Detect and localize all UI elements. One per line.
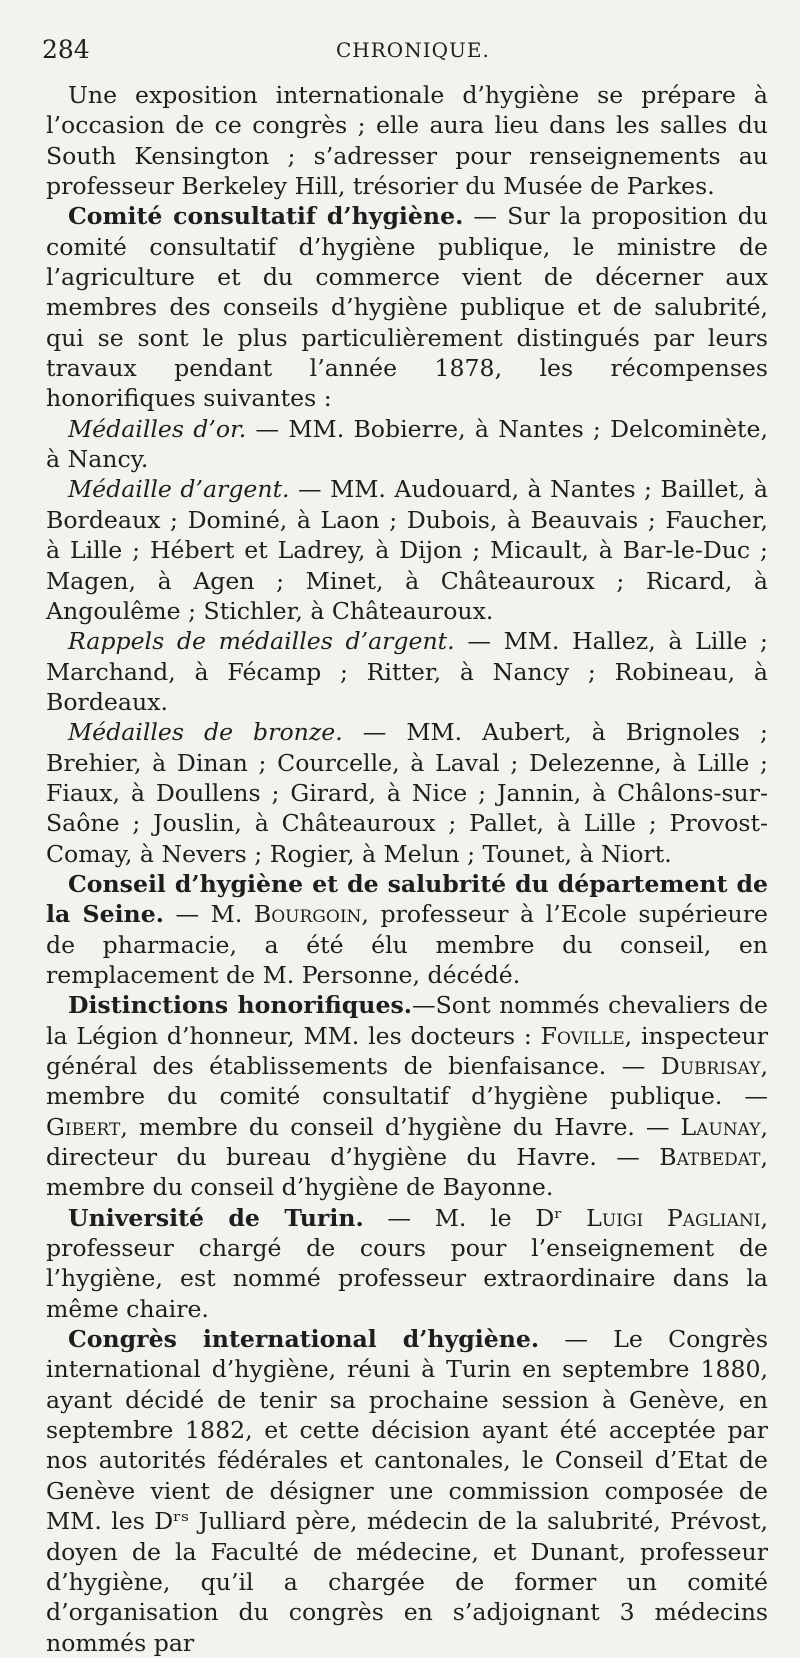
- paragraph-rappels: [46, 626, 768, 717]
- section-heading: Université de Turin.: [68, 1203, 364, 1232]
- paragraph-conseil-seine: [46, 869, 768, 990]
- section-heading: Conseil d’hygiène et de salubrité du département de la Seine.: [46, 869, 768, 929]
- paragraph-text: — MM. Aubert, à Brignoles ; Brehier, à Dinan ; Courcelle, à Laval ; Delezenne, à Lille ; Fiaux, à Doullens ; Girard, à Nice ; Jannin, à Châlons-sur-Saône ; Jouslin, à Châteauroux ; Pallet, à Lille ; Provost-Comay, à Nevers ; Rogier, à Melun ; Tounet, à Niort.: [46, 718, 768, 868]
- paragraph-comite-consultatif: [46, 201, 768, 413]
- award-label: Rappels de médailles d’argent.: [68, 627, 455, 656]
- section-heading: Comité consultatif d’hygiène.: [68, 202, 464, 231]
- person-name: Dubrisay: [660, 1052, 761, 1080]
- paragraph-medailles-or: [46, 414, 768, 475]
- person-name: Luigi Pagliani: [586, 1203, 761, 1232]
- paragraph-text: — M. le Dʳ: [363, 1203, 587, 1232]
- page: [42, 28, 769, 1657]
- paragraph-medailles-bronze: [46, 717, 768, 869]
- paragraph-text: , professeur chargé de cours pour l’enseignement de l’hygiène, est nommé professeur extraordinaire dans la même chaire.: [46, 1203, 769, 1323]
- paragraph-medaille-argent: [46, 474, 768, 626]
- person-name: Batbedat: [659, 1143, 761, 1172]
- section-heading: Congrès international d’hygiène.: [68, 1325, 540, 1354]
- paragraph-text: — MM. Bobierre, à Nantes ; Delcominète, à Nancy.: [46, 414, 769, 474]
- running-head: [42, 28, 768, 72]
- paragraph-text: — Sur la proposition du comité consultatif d’hygiène publique, le ministre de l’agriculture et du commerce vient de décerner aux membres des conseils d’hygiène publique et de salubrité, qui se sont le plus particulièrement distingués par leurs travaux pendant l’année 1878, les récompenses honorifiques suivantes :: [46, 202, 768, 413]
- person-name: Launay: [680, 1112, 761, 1141]
- person-name: Gibert: [46, 1112, 121, 1141]
- paragraph-text: —Sont nommés chevaliers de la Légion d’honneur, MM. les docteurs :: [46, 991, 768, 1050]
- award-label: Médaille d’argent.: [68, 475, 290, 504]
- paragraph-text: Une exposition internationale d’hygiène se prépare à l’occasion de ce congrès ; elle aura lieu dans les salles du South Kensington ; s’adresser pour renseignements au professeur Berkeley Hill, trésorier du Musée de Parkes.: [46, 81, 768, 201]
- paragraph-universite-turin: [46, 1203, 768, 1324]
- paragraph-text: , membre du conseil d’hygiène du Havre. —: [120, 1112, 681, 1141]
- paragraph-exposition: [46, 80, 768, 201]
- paragraph-text: — MM. Hallez, à Lille ; Marchand, à Fécamp ; Ritter, à Nancy ; Robineau, à Bordeaux.: [46, 627, 768, 716]
- paragraph-text: , membre du conseil d’hygiène de Bayonne.: [46, 1143, 768, 1202]
- award-label: Médailles de bronze.: [68, 718, 343, 747]
- paragraph-text: , directeur du bureau d’hygiène du Havre. —: [46, 1112, 768, 1172]
- section-heading: Distinctions honorifiques.: [68, 991, 412, 1020]
- running-title: CHRONIQUE.: [336, 38, 490, 62]
- paragraph-text: , membre du comité consultatif d’hygiène publique. —: [46, 1052, 768, 1111]
- body-text: [46, 80, 768, 1658]
- paragraph-distinctions: [46, 990, 768, 1202]
- person-name: Foville: [540, 1021, 625, 1050]
- paragraph-text: — Le Congrès international d’hygiène, réuni à Turin en septembre 1880, ayant décidé de tenir sa prochaine session à Genève, en septembre 1882, et cette décision ayant été acceptée par nos autorités fédérales et cantonales, le Conseil d’Etat de Genève vient de désigner une commission composée de MM. les Dʳˢ Julliard père, médecin de la salubrité, Prévost, doyen de la Faculté de médecine, et Dunant, professeur d’hygiène, qu’il a chargée de former un comité d’organisation du congrès en s’adjoignant 3 médecins nommés par: [46, 1325, 768, 1657]
- page-number: 284: [42, 35, 90, 64]
- award-label: Médailles d’or.: [68, 414, 247, 443]
- paragraph-text: , inspecteur général des établissements de bienfaisance. —: [46, 1021, 768, 1080]
- paragraph-text: , professeur à l’Ecole supérieure de pharmacie, a été élu membre du conseil, en remplacement de M. Personne, décédé.: [46, 900, 768, 989]
- paragraph-congres-international: [46, 1324, 768, 1658]
- paragraph-text: — MM. Audouard, à Nantes ; Baillet, à Bordeaux ; Dominé, à Laon ; Dubois, à Beauvais ; Faucher, à Lille ; Hébert et Ladrey, à Dijon ; Micault, à Bar-le-Duc ; Magen, à Agen ; Minet, à Châteauroux ; Ricard, à Angoulême ; Stichler, à Châteauroux.: [46, 475, 768, 625]
- paragraph-text: — M.: [163, 900, 254, 929]
- person-name: Bourgoin: [253, 900, 362, 929]
